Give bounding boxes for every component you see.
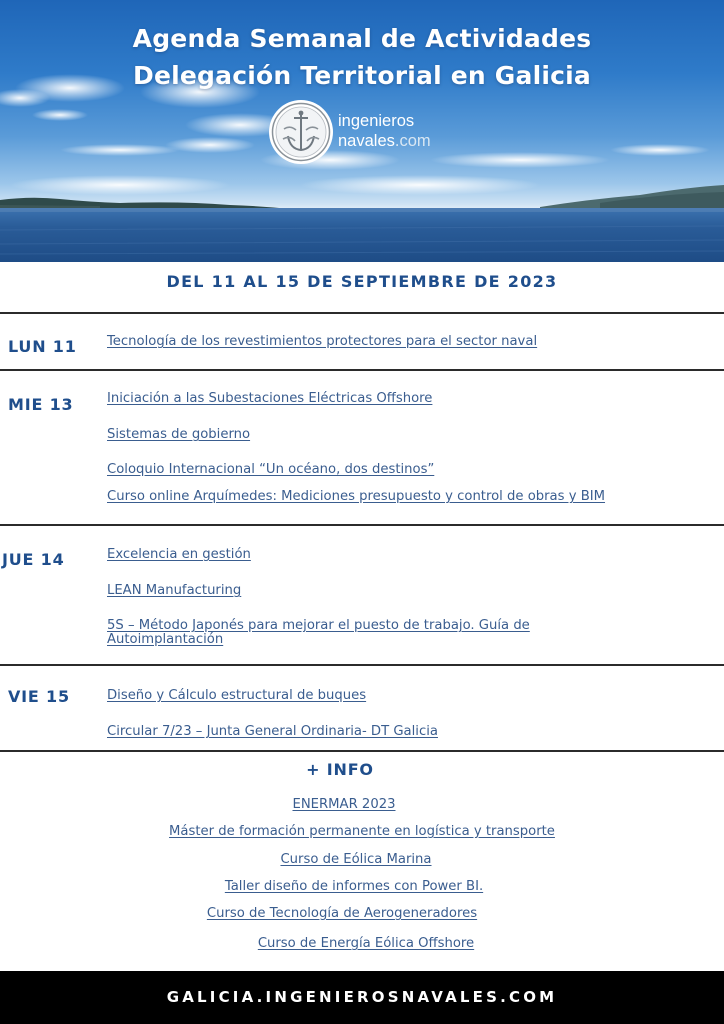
info-link[interactable]: Máster de formación permanente en logística y transporte (169, 824, 555, 839)
logo-text-ingenieros: ingenieros (338, 112, 415, 130)
day-label-jue: JUE 14 (2, 550, 65, 569)
event-link[interactable]: Excelencia en gestión (107, 547, 251, 562)
info-link[interactable]: Curso de Eólica Marina (280, 852, 432, 867)
footer-url-link[interactable]: GALICIA.INGENIEROSNAVALES.COM (166, 988, 558, 1006)
info-heading: + INFO (306, 760, 374, 779)
day-label-vie: VIE 15 (8, 687, 70, 706)
logo-text-navales (338, 133, 431, 150)
page-title-line1: Agenda Semanal de Actividades (132, 24, 592, 53)
event-link[interactable]: Circular 7/23 – Junta General Ordinaria- DT Galicia (107, 724, 438, 739)
logo-text-navales-word: navales (338, 132, 395, 150)
divider (0, 524, 724, 526)
logo-text-suffix: .com (394, 132, 431, 150)
event-link[interactable]: LEAN Manufacturing (107, 583, 242, 598)
info-link[interactable]: ENERMAR 2023 (292, 797, 396, 812)
event-link[interactable]: Iniciación a las Subestaciones Eléctricas Offshore (107, 391, 433, 406)
info-link[interactable]: Curso de Energía Eólica Offshore (257, 936, 475, 951)
event-link[interactable]: Sistemas de gobierno (107, 427, 251, 442)
info-link[interactable]: Curso de Tecnología de Aerogeneradores (206, 906, 478, 921)
hero-banner (0, 0, 724, 262)
day-label-mie: MIE 13 (8, 395, 74, 414)
divider (0, 664, 724, 666)
event-link[interactable]: Diseño y Cálculo estructural de buques (107, 688, 367, 703)
day-label-lun: LUN 11 (8, 337, 77, 356)
divider (0, 750, 724, 752)
event-link[interactable]: Tecnología de los revestimientos protectores para el sector naval (107, 334, 538, 349)
event-link[interactable]: 5S – Método Japonés para mejorar el puesto de trabajo. Guía de Autoimplantación (107, 618, 530, 647)
divider (0, 312, 724, 314)
divider (0, 369, 724, 371)
event-link[interactable]: Curso online Arquímedes: Mediciones presupuesto y control de obras y BIM (107, 489, 606, 504)
footer-bar (0, 971, 724, 1024)
anchor-crest-icon (268, 99, 334, 165)
date-range: DEL 11 AL 15 DE SEPTIEMBRE DE 2023 (166, 272, 558, 291)
page-title-line2: Delegación Territorial en Galicia (133, 61, 591, 90)
info-link[interactable]: Taller diseño de informes con Power BI. (224, 879, 484, 894)
event-link[interactable]: Coloquio Internacional “Un océano, dos destinos” (107, 462, 435, 477)
